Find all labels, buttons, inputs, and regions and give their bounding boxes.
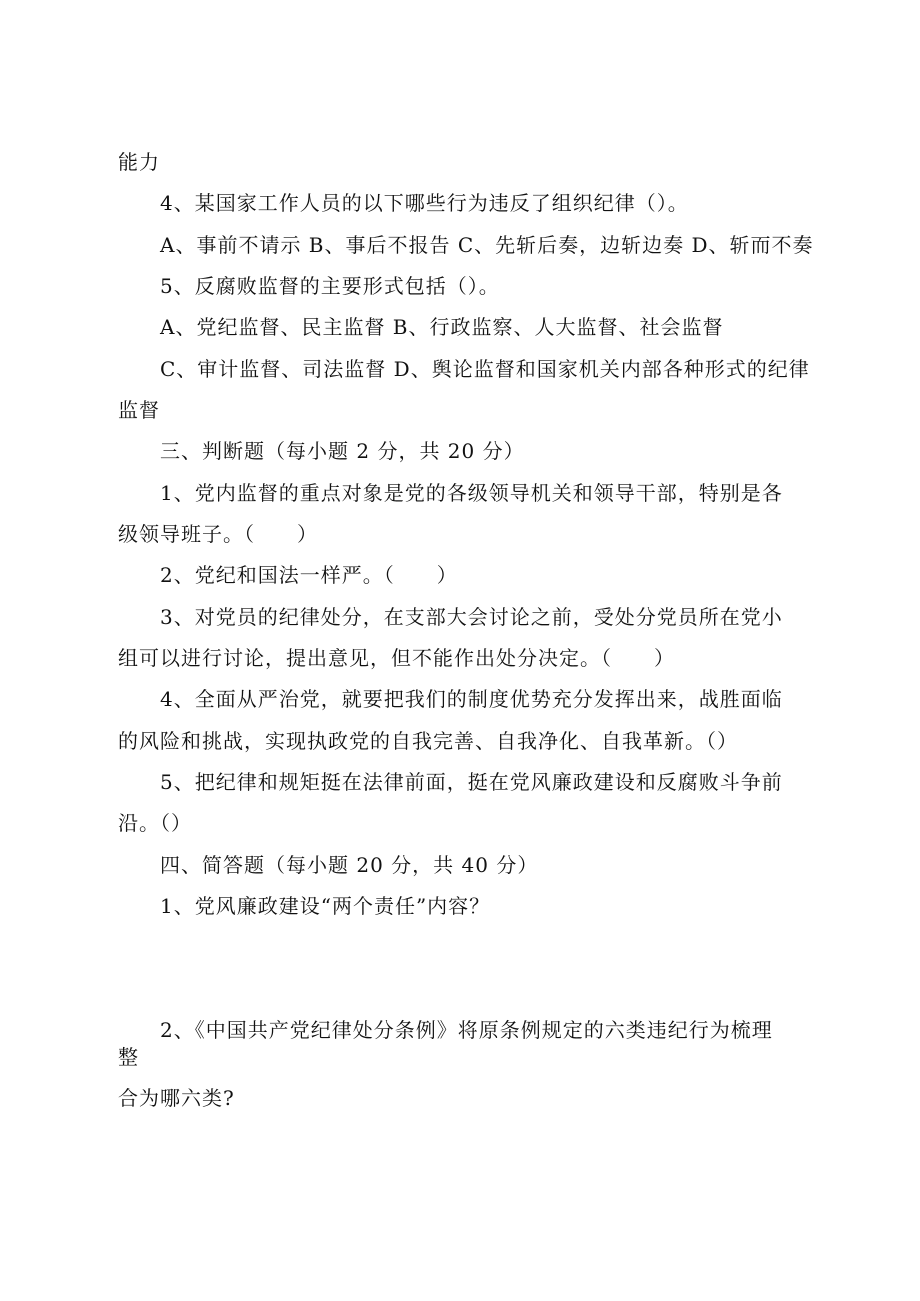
judgment-5-cont: 沿。（）	[118, 811, 192, 835]
text-line-continuation: 能力	[118, 150, 160, 174]
short-answer-2-cont: 整	[118, 1045, 139, 1069]
judgment-3-cont: 组可以进行讨论，提出意见，但不能作出处分决定。（ ）	[118, 646, 675, 670]
judgment-5: 5、把纪律和规矩挺在法律前面，挺在党风廉政建设和反腐败斗争前	[160, 770, 783, 794]
short-answer-2: 2、《中国共产党纪律处分条例》将原条例规定的六类违纪行为梳理	[160, 1018, 773, 1042]
question-4-options: A、事前不请示 B、事后不报告 C、先斩后奏，边斩边奏 D、斩而不奏	[160, 233, 814, 257]
judgment-1-cont: 级领导班子。（ ）	[118, 522, 318, 546]
question-5-options-cd-cont: 监督	[118, 398, 160, 422]
section-heading-judgment: 三、判断题（每小题 2 分，共 20 分）	[160, 439, 525, 463]
question-5-options-ab: A、党纪监督、民主监督 B、行政监察、人大监督、社会监督	[160, 315, 724, 339]
short-answer-2-cont-2: 合为哪六类?	[118, 1086, 235, 1110]
judgment-4: 4、全面从严治党，就要把我们的制度优势充分发挥出来，战胜面临	[160, 687, 783, 711]
judgment-3: 3、对党员的纪律处分，在支部大会讨论之前，受处分党员所在党小	[160, 605, 783, 629]
judgment-2: 2、党纪和国法一样严。（ ）	[160, 563, 458, 587]
judgment-1: 1、党内监督的重点对象是党的各级领导机关和领导干部，特别是各	[160, 481, 783, 505]
section-heading-short-answer: 四、简答题（每小题 20 分，共 40 分）	[160, 853, 539, 877]
judgment-4-cont: 的风险和挑战，实现执政党的自我完善、自我净化、自我革新。（）	[118, 729, 738, 753]
question-5-options-cd: C、审计监督、司法监督 D、舆论监督和国家机关内部各种形式的纪律	[160, 357, 810, 381]
question-5: 5、反腐败监督的主要形式包括（）。	[160, 274, 500, 298]
short-answer-1: 1、党风廉政建设“两个责任”内容？	[160, 894, 491, 918]
question-4: 4、某国家工作人员的以下哪些行为违反了组织纪律（）。	[160, 191, 689, 215]
